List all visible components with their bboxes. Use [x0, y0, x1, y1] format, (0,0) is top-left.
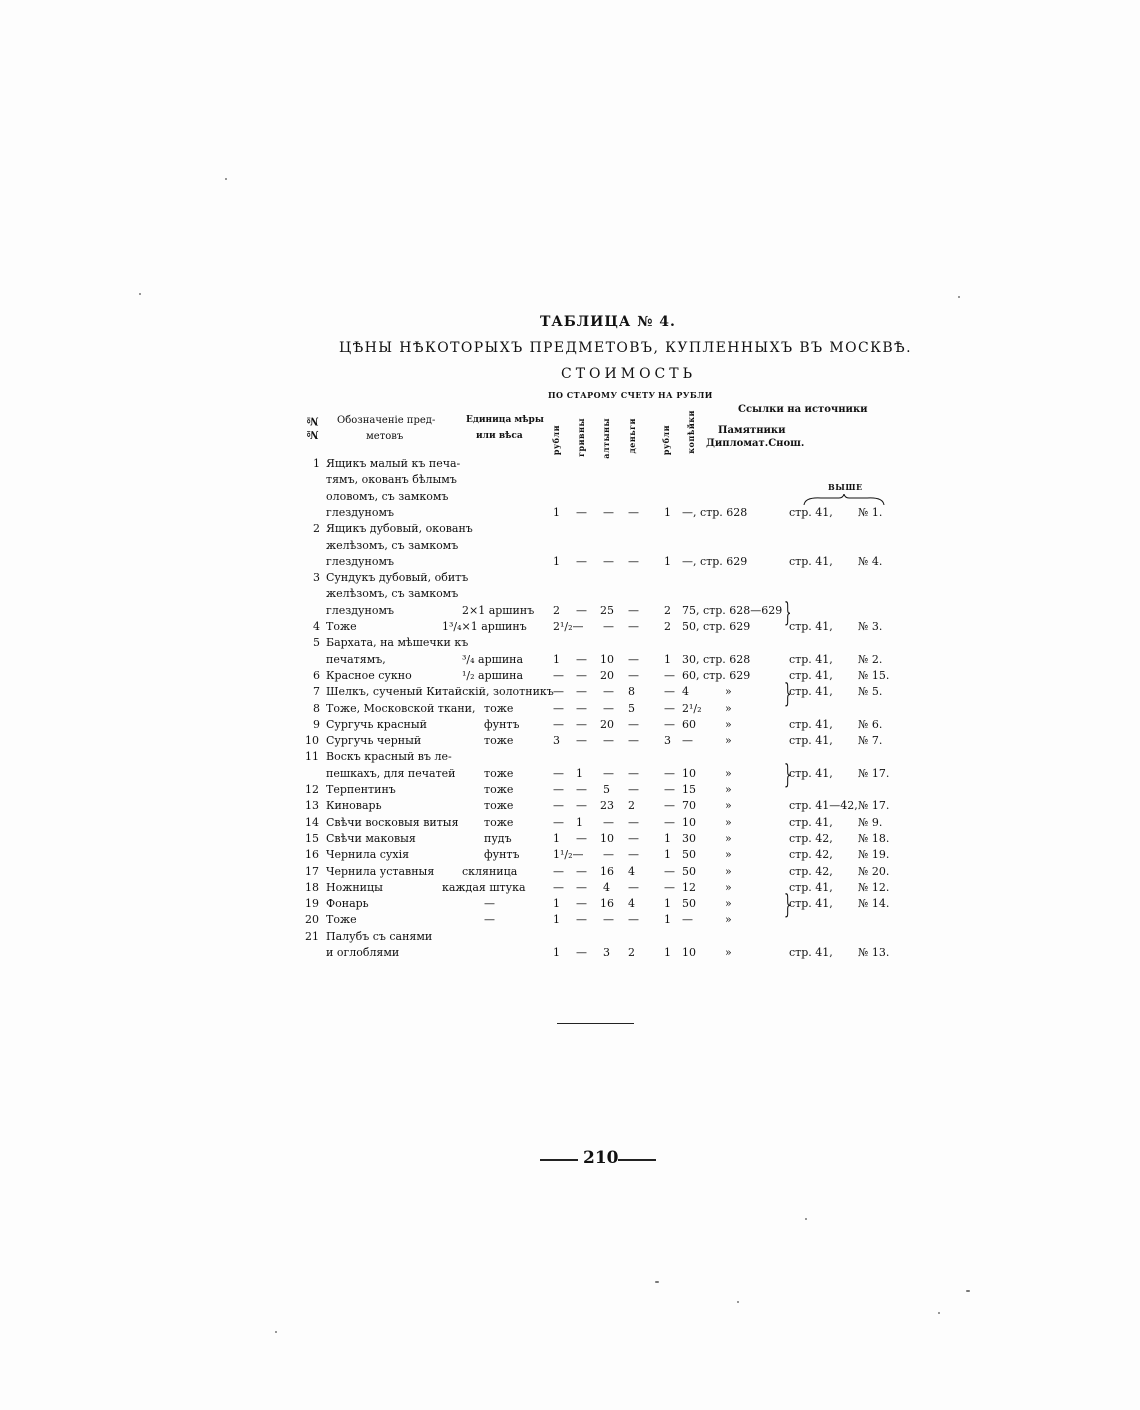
unit-cell: пудъ: [484, 831, 512, 845]
scan-speck: [225, 178, 227, 180]
dengi-cell: —: [628, 734, 639, 748]
ditto-mark: »: [725, 734, 732, 748]
scan-speck: [737, 1301, 739, 1303]
grivny-cell: 1: [576, 815, 583, 829]
rubli2-cell: 1: [664, 652, 671, 666]
unit-cell: тоже: [484, 766, 514, 780]
rubli-cell: —: [553, 880, 564, 894]
dengi-cell: —: [628, 717, 639, 731]
rubli2-cell: 1: [664, 913, 671, 927]
rubli2-cell: 1: [664, 946, 671, 959]
source-page-cell: стр. 41,: [789, 620, 833, 633]
grivny-cell: —: [576, 652, 587, 666]
item-name-line: глездуномъ: [326, 554, 395, 568]
kopeiki-cell: 15: [682, 783, 696, 796]
source-page-cell: стр. 42,: [789, 848, 833, 862]
scan-speck: [966, 1290, 970, 1292]
row-number: 18: [305, 880, 319, 894]
dengi-cell: —: [628, 668, 639, 682]
item-name-line: Чернила сухiя: [326, 848, 410, 862]
source-number-cell: № 4.: [858, 554, 883, 568]
rubli2-cell: 1: [664, 831, 671, 845]
brace-rows-11-12: }: [784, 760, 792, 790]
ditto-mark: »: [725, 864, 732, 878]
scan-speck: [805, 1218, 807, 1220]
grivny-cell: —: [576, 603, 587, 617]
kopeiki-cell: 70: [682, 799, 696, 813]
table-end-rule: [557, 1023, 634, 1024]
source-number-cell: № 7.: [858, 734, 883, 748]
altyny-cell: 4: [603, 880, 610, 894]
rubli2-cell: —: [664, 815, 675, 829]
dengi-cell: 2: [628, 799, 635, 813]
item-name-line: Красное сукно: [326, 668, 412, 682]
item-name-line: желѣзомъ, съ замкомъ: [326, 538, 459, 552]
dengi-cell: —: [628, 831, 639, 845]
source-page-cell: стр. 41,: [789, 815, 833, 829]
row-number: 9: [313, 717, 320, 731]
row-number: 5: [313, 636, 320, 650]
unit-cell: скляница: [462, 864, 518, 878]
rubli2-cell: —: [664, 668, 675, 682]
source-page-cell: стр. 41,: [789, 946, 833, 959]
row-number: 15: [305, 831, 319, 845]
unit-cell: —: [484, 913, 495, 927]
kopeiki-cell: 50: [682, 897, 696, 911]
rubli2-cell: —: [664, 685, 675, 699]
grivny-cell: —: [576, 668, 587, 682]
source-page-cell: стр. 41,: [789, 554, 833, 568]
grivny-cell: —: [576, 913, 587, 927]
column-header-number: №№: [306, 414, 319, 441]
scan-speck: [655, 1281, 659, 1283]
grivny-cell: —: [576, 880, 587, 894]
source-number-cell: № 17.: [858, 766, 890, 780]
grivny-cell: —: [576, 701, 587, 715]
row-number: 19: [305, 897, 319, 911]
kopeiki-cell: 60, стр. 629: [682, 668, 751, 682]
source-number-cell: № 1.: [858, 505, 883, 519]
altyny-cell: 20: [600, 717, 614, 731]
source-page-cell: стр. 41,: [789, 505, 833, 519]
altyny-cell: —: [603, 505, 614, 519]
altyny-cell: —: [603, 913, 614, 927]
grivny-cell: —: [576, 864, 587, 878]
rubli-cell: —: [553, 668, 564, 682]
rubli2-cell: —: [664, 701, 675, 715]
kopeiki-cell: 4: [682, 685, 689, 699]
source-number-cell: № 9.: [858, 815, 883, 829]
kopeiki-cell: 50, стр. 629: [682, 620, 751, 633]
rubli-cell: —: [553, 783, 564, 796]
item-name-line: печатямъ,: [326, 652, 386, 666]
row-number: 21: [305, 929, 319, 943]
unit-cell: 2×1 аршинъ: [462, 603, 535, 617]
column-header-pamyatniki-line2: Дипломат.Снош.: [706, 438, 805, 449]
kopeiki-cell: 30: [682, 831, 696, 845]
ditto-mark: »: [725, 717, 732, 731]
rubli-cell: 1: [553, 897, 560, 911]
grivny-cell: —: [576, 897, 587, 911]
rubli2-cell: —: [664, 864, 675, 878]
rubli2-cell: 1: [664, 897, 671, 911]
item-name-line: Сундукъ дубовый, обитъ: [326, 571, 469, 585]
column-header-dengi: деньги: [627, 418, 637, 454]
row-number: 7: [313, 685, 320, 699]
grivny-cell: 1: [576, 766, 583, 780]
page-number: 210: [583, 1148, 619, 1168]
kopeiki-cell: —: [682, 734, 693, 748]
ditto-mark: »: [725, 831, 732, 845]
item-name-line: Ножницы: [326, 880, 383, 894]
source-number-cell: № 6.: [858, 717, 883, 731]
grivny-cell: —: [576, 505, 587, 519]
altyny-cell: —: [603, 734, 614, 748]
rubli-cell: 1: [553, 913, 560, 927]
kopeiki-cell: 50: [682, 848, 696, 862]
kopeiki-cell: 10: [682, 766, 696, 780]
unit-cell: тоже: [484, 815, 514, 829]
row-number: 6: [313, 668, 320, 682]
unit-cell: фунтъ: [484, 848, 520, 862]
column-header-unit-line2: или вѣса: [476, 431, 523, 441]
source-page-cell: стр. 41,: [789, 685, 833, 699]
item-name-line: Бархата, на мѣшечки къ: [326, 636, 469, 650]
ditto-mark: »: [725, 783, 732, 796]
source-number-cell: № 3.: [858, 620, 883, 633]
rubli2-cell: —: [664, 766, 675, 780]
source-number-cell: № 19.: [858, 848, 890, 862]
page-number-rule-left: [540, 1159, 578, 1161]
rubli2-cell: —: [664, 880, 675, 894]
altyny-cell: —: [603, 848, 614, 862]
rubli-cell: —: [553, 815, 564, 829]
grivny-cell: —: [576, 783, 587, 796]
scan-speck: [275, 1331, 277, 1333]
rubli-cell: 1: [553, 946, 560, 959]
source-page-cell: стр. 41,: [789, 897, 833, 911]
grivny-cell: —: [576, 799, 587, 813]
unit-cell: —: [484, 897, 495, 911]
row-number: 17: [305, 864, 319, 878]
rubli-cell: 1: [553, 831, 560, 845]
altyny-cell: —: [603, 685, 614, 699]
rubli2-cell: —: [664, 799, 675, 813]
rubli-cell: 1: [553, 652, 560, 666]
rubli2-cell: —: [664, 783, 675, 796]
unit-cell: тоже: [484, 701, 514, 715]
kopeiki-cell: —, стр. 629: [682, 554, 748, 568]
column-header-rubli2: рубли: [661, 425, 671, 456]
grivny-cell: —: [576, 554, 587, 568]
source-page-cell: стр. 41,: [789, 734, 833, 748]
rubli-cell: 1¹/₂—: [553, 848, 584, 862]
source-number-cell: № 18.: [858, 831, 890, 845]
table-title: ТАБЛИЦА № 4.: [540, 314, 676, 330]
item-name-line: Палубъ съ санями: [326, 929, 433, 943]
rubli2-cell: 1: [664, 505, 671, 519]
kopeiki-cell: 12: [682, 880, 696, 894]
rubli-cell: 2¹/₂—: [553, 620, 584, 633]
ditto-mark: »: [725, 766, 732, 780]
source-page-cell: стр. 42,: [789, 831, 833, 845]
altyny-cell: —: [603, 620, 614, 633]
ditto-mark: »: [725, 685, 732, 699]
rubli2-cell: 1: [664, 554, 671, 568]
dengi-cell: —: [628, 505, 639, 519]
ditto-mark: »: [725, 913, 732, 927]
rubli-cell: —: [553, 864, 564, 878]
ditto-mark: »: [725, 897, 732, 911]
brace-rows-3-4: }: [784, 598, 792, 628]
kopeiki-cell: 75, стр. 628—629: [682, 603, 783, 617]
kopeiki-cell: —, стр. 628: [682, 505, 748, 519]
column-header-grivny: гривны: [576, 418, 586, 457]
dengi-cell: 8: [628, 685, 635, 699]
scan-speck: [938, 1312, 940, 1314]
column-header-name-line2: метовъ: [366, 431, 404, 442]
row-number: 11: [305, 750, 319, 764]
ditto-mark: »: [725, 848, 732, 862]
item-name-line: Тоже: [326, 620, 357, 633]
altyny-cell: 25: [600, 603, 614, 617]
item-name-line: Чернила уставныя: [326, 864, 435, 878]
dengi-cell: 4: [628, 897, 635, 911]
row-number: 14: [305, 815, 319, 829]
item-name-line: Фонарь: [326, 897, 369, 911]
item-name-line: Киноварь: [326, 799, 382, 813]
altyny-cell: —: [603, 815, 614, 829]
dengi-cell: —: [628, 880, 639, 894]
page-number-rule-right: [618, 1159, 656, 1161]
altyny-cell: 23: [600, 799, 614, 813]
unit-cell: тоже: [484, 734, 514, 748]
grivny-cell: —: [576, 831, 587, 845]
table-subtitle: ЦѢНЫ НѢКОТОРЫХЪ ПРЕДМЕТОВЪ, КУПЛЕННЫХЪ ВЪ МОСКВѢ.: [339, 340, 912, 356]
grivny-cell: —: [576, 946, 587, 959]
scan-speck: [139, 293, 141, 295]
ditto-mark: »: [725, 799, 732, 813]
kopeiki-cell: —: [682, 913, 693, 927]
brace-rows-19-20: }: [784, 890, 792, 920]
altyny-cell: 3: [603, 946, 610, 959]
dengi-cell: —: [628, 848, 639, 862]
kopeiki-cell: 10: [682, 946, 696, 959]
rubli2-cell: 1: [664, 848, 671, 862]
dengi-cell: —: [628, 652, 639, 666]
column-header-unit-line1: Единица мѣры: [466, 415, 544, 425]
rubli-cell: 3: [553, 734, 560, 748]
source-page-cell: стр. 41,: [789, 880, 833, 894]
item-name-line: желѣзомъ, съ замкомъ: [326, 587, 459, 601]
source-number-cell: № 5.: [858, 685, 883, 699]
grivny-cell: —: [576, 734, 587, 748]
ditto-mark: »: [725, 701, 732, 715]
item-name-line: Воскъ красный въ ле-: [326, 750, 452, 764]
kopeiki-cell: 60: [682, 717, 696, 731]
source-page-cell: стр. 41,: [789, 668, 833, 682]
row-number: 4: [313, 620, 320, 633]
item-name-line: Ящикъ дубовый, окованъ: [326, 522, 473, 536]
row-number: 20: [305, 913, 319, 927]
item-name-line: Шелкъ, сученый Китайскiй, золотникъ: [326, 685, 554, 699]
rubli2-cell: 3: [664, 734, 671, 748]
item-name-line: глездуномъ: [326, 603, 395, 617]
row-number: 16: [305, 848, 319, 862]
row-number: 3: [313, 571, 320, 585]
dengi-cell: —: [628, 783, 639, 796]
dengi-cell: —: [628, 815, 639, 829]
rubli2-cell: 2: [664, 620, 671, 633]
source-page-cell: стр. 41,: [789, 652, 833, 666]
source-page-cell: стр. 42,: [789, 864, 833, 878]
kopeiki-cell: 30, стр. 628: [682, 652, 751, 666]
kopeiki-cell: 10: [682, 815, 696, 829]
item-name-line: Свѣчи восковыя витыя: [326, 815, 459, 829]
row-number: 13: [305, 799, 319, 813]
row-number: 12: [305, 783, 319, 796]
dengi-cell: —: [628, 913, 639, 927]
source-number-cell: № 13.: [858, 946, 890, 959]
rubli-cell: —: [553, 799, 564, 813]
unit-cell: тоже: [484, 783, 514, 796]
row-number: 10: [305, 734, 319, 748]
brace-rows-7-8: }: [784, 679, 792, 709]
item-name-line: Сургучь черный: [326, 734, 422, 748]
altyny-cell: —: [603, 701, 614, 715]
rubli-cell: —: [553, 685, 564, 699]
item-name-line: Тоже, Московской ткани,: [326, 701, 476, 715]
item-name-line: глездуномъ: [326, 505, 395, 519]
source-number-cell: № 14.: [858, 897, 890, 911]
column-header-name-line1: Обозначенiе пред-: [337, 415, 436, 426]
dengi-cell: 5: [628, 701, 635, 715]
column-header-rubli: рубли: [551, 425, 561, 456]
unit-cell: ¹/₂ аршина: [462, 668, 524, 682]
dengi-cell: 2: [628, 946, 635, 959]
vyshe-label: ВЫШЕ: [828, 482, 863, 492]
dengi-cell: —: [628, 554, 639, 568]
ditto-mark: »: [725, 880, 732, 894]
item-name-line: Сургучь красный: [326, 717, 427, 731]
dengi-cell: —: [628, 766, 639, 780]
rubles-heading: НА РУБЛИ: [658, 390, 713, 400]
rubli2-cell: 2: [664, 603, 671, 617]
source-page-cell: стр. 41—42,: [789, 799, 858, 813]
unit-cell: фунтъ: [484, 717, 520, 731]
dengi-cell: 4: [628, 864, 635, 878]
unit-cell: тоже: [484, 799, 514, 813]
row-number: 8: [313, 701, 320, 715]
row-number: 1: [313, 457, 320, 470]
scan-speck: [958, 296, 960, 298]
rubli2-cell: —: [664, 717, 675, 731]
altyny-cell: —: [603, 554, 614, 568]
column-header-pamyatniki-line1: Памятники: [718, 425, 786, 436]
kopeiki-cell: 2¹/₂: [682, 701, 702, 715]
dengi-cell: —: [628, 620, 639, 633]
grivny-cell: —: [576, 685, 587, 699]
source-page-cell: стр. 41,: [789, 766, 833, 780]
ditto-mark: »: [725, 815, 732, 829]
source-number-cell: № 15.: [858, 668, 890, 682]
item-name-line: тямъ, окованъ бѣлымъ: [326, 473, 457, 487]
kopeiki-cell: 50: [682, 864, 696, 878]
item-name-line: пешкахъ, для печатей: [326, 766, 456, 780]
rubli-cell: 1: [553, 554, 560, 568]
item-name-line: оловомъ, съ замкомъ: [326, 489, 449, 503]
ditto-mark: »: [725, 946, 732, 959]
column-header-kopeiki: копѣйки: [686, 410, 696, 454]
rubli-cell: —: [553, 701, 564, 715]
altyny-cell: —: [603, 766, 614, 780]
altyny-cell: 16: [600, 864, 614, 878]
source-number-cell: № 2.: [858, 652, 883, 666]
item-name-line: и оглоблями: [326, 946, 400, 959]
dengi-cell: —: [628, 603, 639, 617]
column-header-sources: Ссылки на источники: [738, 404, 868, 415]
source-number-cell: № 12.: [858, 880, 890, 894]
altyny-cell: 16: [600, 897, 614, 911]
rubli-cell: —: [553, 717, 564, 731]
grivny-cell: —: [576, 717, 587, 731]
altyny-cell: 5: [603, 783, 610, 796]
item-name-line: Терпентинъ: [326, 783, 396, 796]
rubli-cell: 2: [553, 603, 560, 617]
item-name-line: Тоже: [326, 913, 357, 927]
column-header-altyny: алтыны: [601, 418, 611, 459]
unit-cell: каждая штука: [442, 880, 526, 894]
cost-heading: СТОИМОСТЬ: [561, 366, 697, 382]
row-number: 2: [313, 522, 320, 536]
unit-cell: ³/₄ аршина: [462, 652, 524, 666]
altyny-cell: 10: [600, 831, 614, 845]
rubli-cell: 1: [553, 505, 560, 519]
item-name-line: Свѣчи маковыя: [326, 831, 416, 845]
altyny-cell: 20: [600, 668, 614, 682]
source-number-cell: № 20.: [858, 864, 890, 878]
unit-cell: 1³/₄×1 аршинъ: [442, 620, 527, 633]
altyny-cell: 10: [600, 652, 614, 666]
item-name-line: Ящикъ малый къ печа-: [326, 457, 461, 470]
source-number-cell: № 17.: [858, 799, 890, 813]
source-page-cell: стр. 41,: [789, 717, 833, 731]
old-count-heading: ПО СТАРОМУ СЧЕТУ: [548, 390, 656, 400]
rubli-cell: —: [553, 766, 564, 780]
